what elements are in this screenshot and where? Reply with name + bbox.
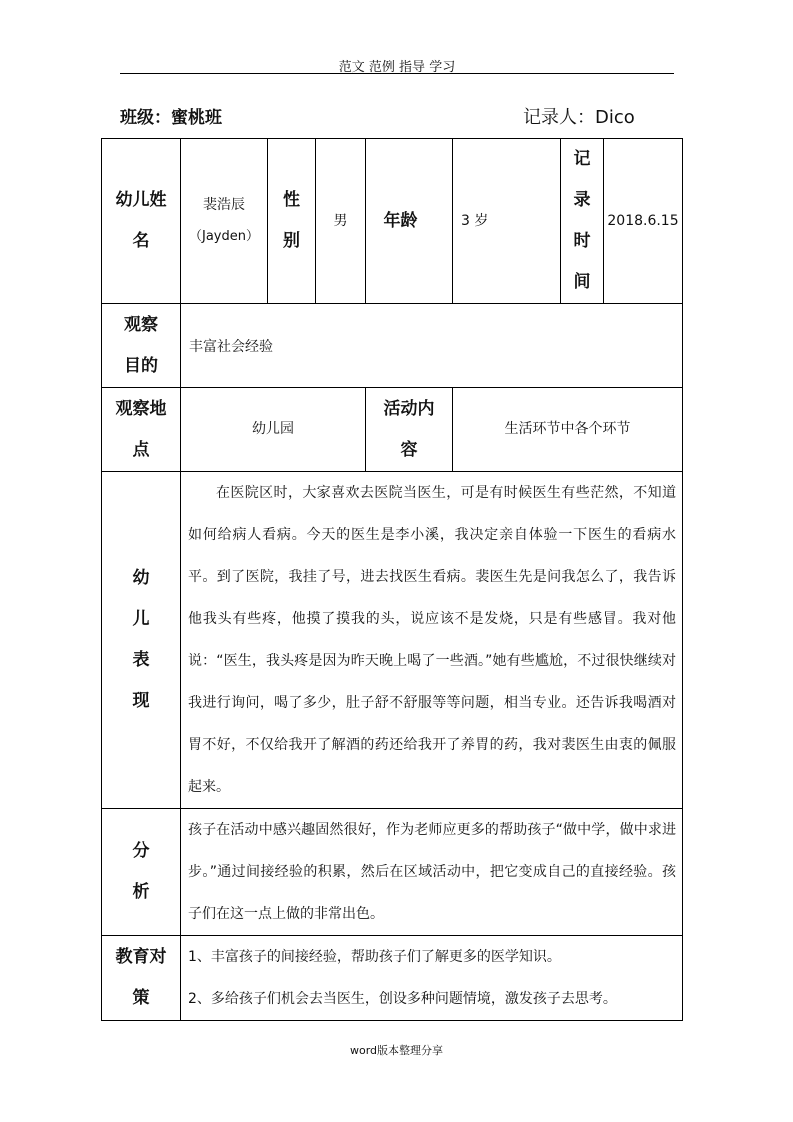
location-value: 幼儿园 [181,388,366,472]
purpose-value: 丰富社会经验 [181,304,683,388]
observation-record-form [101,138,682,1021]
analysis-text: 孩子在活动中感兴趣固然很好，作为老师应更多的帮助孩子“做中学，做中求进步。”通过间接经验的积累，然后在区域活动中，把它变成自己的直接经验。孩子们在这一点上做的非常出色。 [181,809,683,936]
activity-value: 生活环节中各个环节 [453,388,683,472]
class-label: 班级：蜜桃班 [120,108,222,128]
location-label: 观察地点 [102,388,181,472]
strategy-text [181,936,683,1021]
page-header: 范文 范例 指导 学习 [338,60,456,75]
strategy-item: 1、丰富孩子的间接经验，帮助孩子们了解更多的医学知识。 [188,949,561,965]
age-value: 3 岁 [453,139,561,304]
child-name-value [181,139,268,304]
gender-label: 性别 [268,139,316,304]
record-time-value: 2018.6.15 [604,139,683,304]
page-footer: word版本整理分享 [349,1044,444,1057]
child-name-en: （Jayden） [189,229,259,244]
child-name-cn: 裴浩辰 [203,197,245,213]
child-name-label: 幼儿姓名 [102,139,181,304]
purpose-label: 观察目的 [102,304,181,388]
performance-label: 幼儿表现 [102,472,181,809]
gender-value: 男 [316,139,366,304]
strategy-item: 2、多给孩子们机会去当医生，创设多种问题情境，激发孩子去思考。 [188,991,617,1007]
analysis-label: 分析 [102,809,181,936]
header-divider [120,73,674,74]
performance-text: 在医院区时，大家喜欢去医院当医生，可是有时候医生有些茫然，不知道如何给病人看病。今天的医生是李小溪，我决定亲自体验一下医生的看病水平。到了医院，我挂了号，进去找医生看病。裴医生先是问我怎么了，我告诉他我头有些疼，他摸了摸我的头，说应该不是发烧，只是有些感冒。我对他说：“医生，我头疼是因为昨天晚上喝了一些酒。”她有些尴尬，不过很快继续对我进行询问，喝了多少，肚子舒不舒服等等问题，相当专业。还告诉我喝酒对胃不好，不仅给我开了解酒的药还给我开了养胃的药，我对裴医生由衷的佩服起来。 [181,472,683,809]
age-label: 年龄 [366,139,453,304]
record-time-label: 记录时间 [561,139,604,304]
strategy-label: 教育对策 [102,936,181,1021]
activity-label: 活动内容 [366,388,453,472]
recorder-label: 记录人：Dico [523,107,635,128]
